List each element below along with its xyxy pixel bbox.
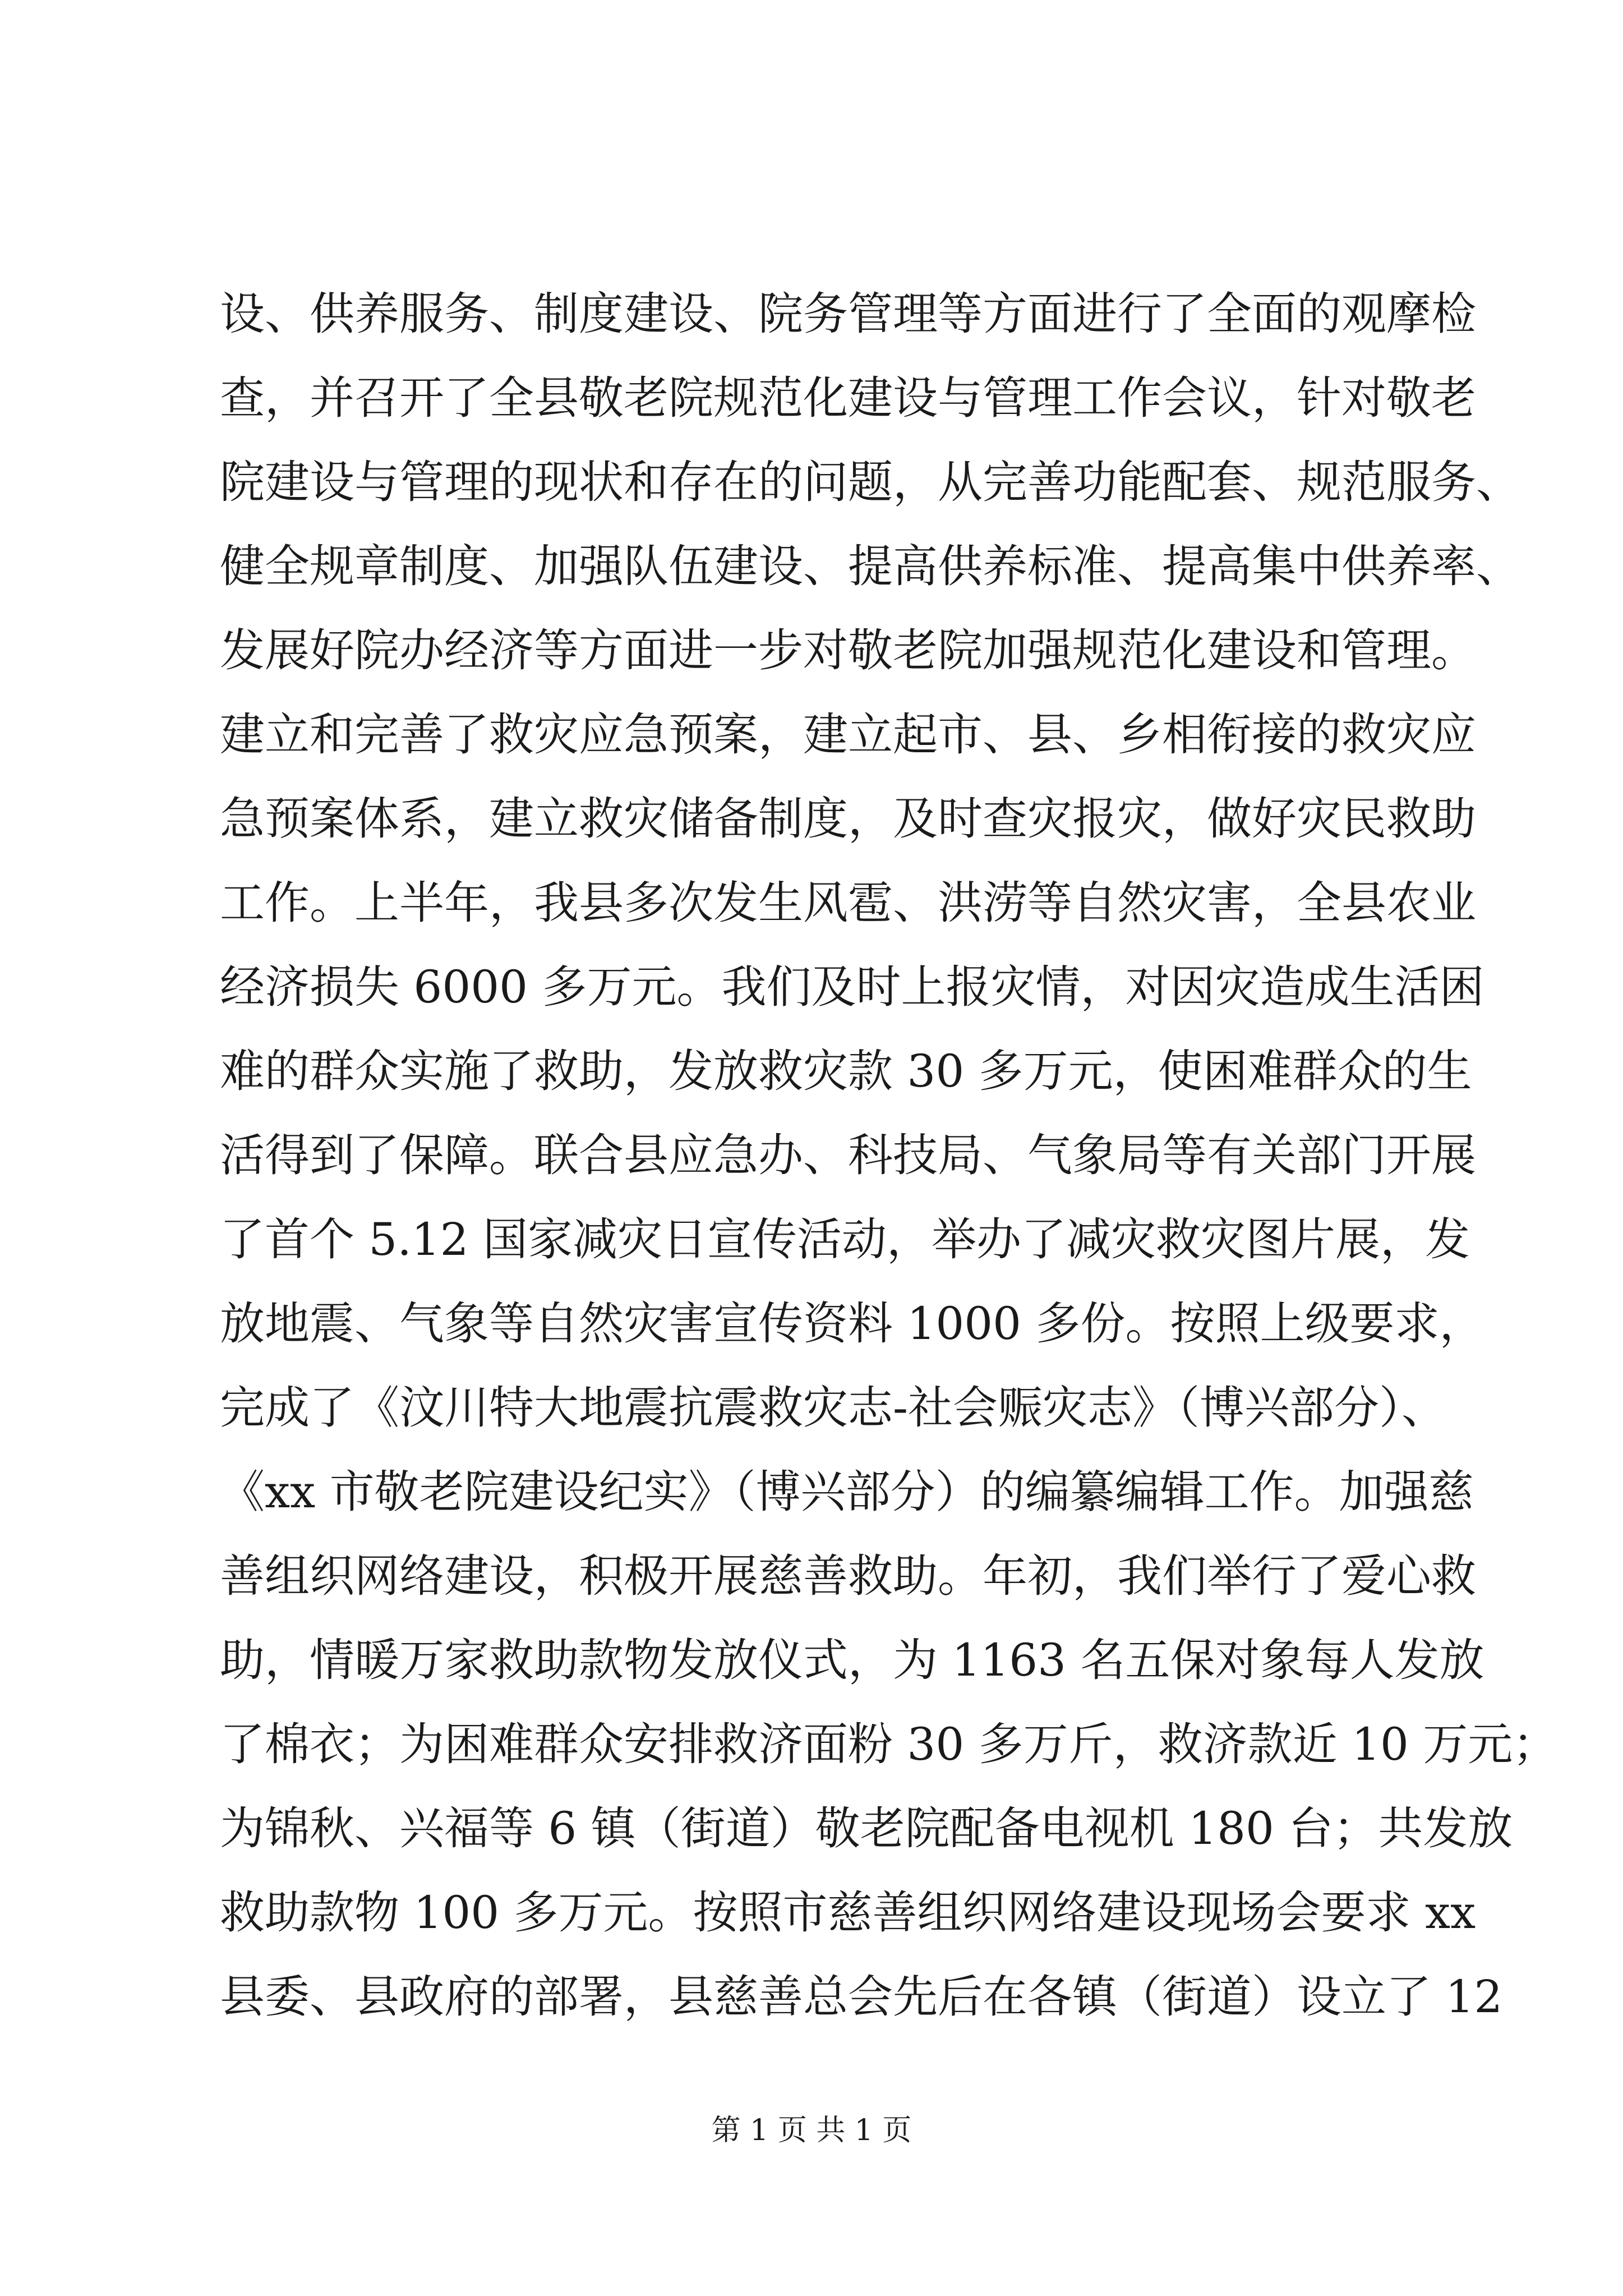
text-line: 《xx 市敬老院建设纪实》（博兴部分）的编纂编辑工作。加强慈 xyxy=(220,1466,1474,1518)
text-line: 院建设与管理的现状和存在的问题，从完善功能配套、规范服务、 xyxy=(220,456,1521,508)
text-line: 建立和完善了救灾应急预案，建立起市、县、乡相衔接的救灾应 xyxy=(220,708,1476,761)
page-footer xyxy=(0,2111,1623,2150)
text-line: 放地震、气象等自然灾害宣传资料 1000 多份。按照上级要求， xyxy=(220,1297,1484,1350)
text-line: 助，情暖万家救助款物发放仪式，为 1163 名五保对象每人发放 xyxy=(220,1634,1484,1686)
text-line: 经济损失 6000 多万元。我们及时上报灾情，对因灾造成生活困 xyxy=(220,961,1484,1013)
text-line: 县委、县政府的部署，县慈善总会先后在各镇（街道）设立了 12 xyxy=(220,1971,1503,2023)
body-text xyxy=(220,272,1558,2039)
text-line: 设、供养服务、制度建设、院务管理等方面进行了全面的观摩检 xyxy=(220,288,1476,340)
text-line: 查，并召开了全县敬老院规范化建设与管理工作会议，针对敬老 xyxy=(220,372,1476,424)
text-line: 了首个 5.12 国家减灾日宣传活动，举办了减灾救灾图片展，发 xyxy=(220,1213,1470,1266)
text-line: 健全规章制度、加强队伍建设、提高供养标准、提高集中供养率、 xyxy=(220,540,1521,592)
text-line: 急预案体系，建立救灾储备制度，及时查灾报灾，做好灾民救助 xyxy=(220,793,1476,845)
text-line: 发展好院办经济等方面进一步对敬老院加强规范化建设和管理。 xyxy=(220,624,1476,677)
text-line: 难的群众实施了救助，发放救灾款 30 多万元，使困难群众的生 xyxy=(220,1045,1472,1097)
text-line: 救助款物 100 多万元。按照市慈善组织网络建设现场会要求 xx xyxy=(220,1887,1476,1939)
text-line: 完成了《汶川特大地震抗震救灾志-社会赈灾志》（博兴部分）、 xyxy=(220,1382,1447,1434)
text-line: 活得到了保障。联合县应急办、科技局、气象局等有关部门开展 xyxy=(220,1129,1476,1181)
text-line: 工作。上半年，我县多次发生风雹、洪涝等自然灾害，全县农业 xyxy=(220,877,1476,929)
text-line: 为锦秋、兴福等 6 镇（街道）敬老院配备电视机 180 台；共发放 xyxy=(220,1802,1513,1855)
text-line: 善组织网络建设，积极开展慈善救助。年初，我们举行了爱心救 xyxy=(220,1550,1476,1602)
page-number-label: 第 1 页 共 1 页 xyxy=(711,2114,912,2147)
text-line: 了棉衣；为困难群众安排救济面粉 30 多万斤，救济款近 10 万元； xyxy=(220,1718,1558,1770)
